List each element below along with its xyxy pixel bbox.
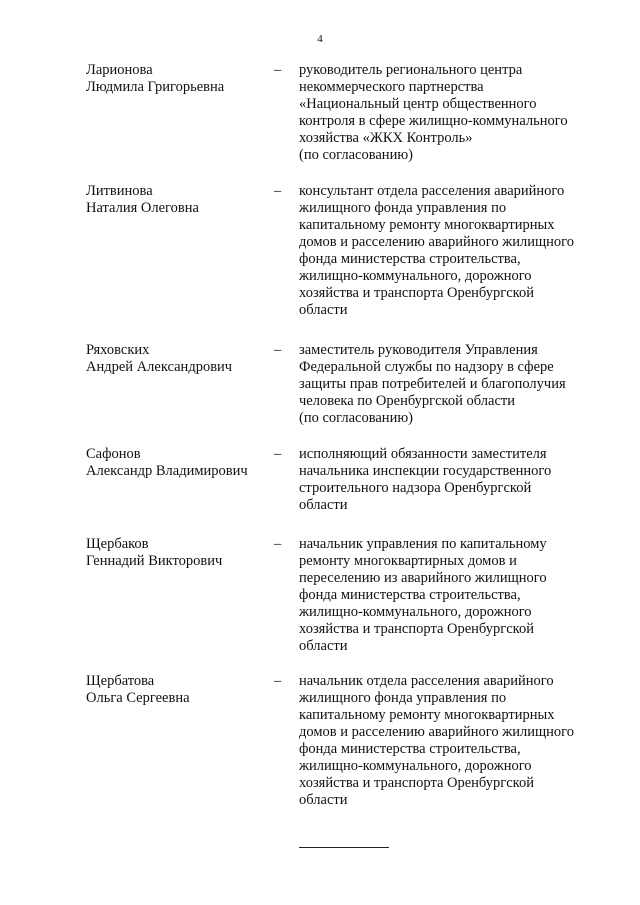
dash-separator: – <box>274 673 282 689</box>
position-line: жилищно-коммунального, дорожного <box>299 758 532 774</box>
position-line: хозяйства «ЖКХ Контроль» <box>299 130 473 146</box>
member-name <box>86 446 266 480</box>
position-line: жилищного фонда управления по <box>299 690 507 706</box>
member-surname: Щербатова <box>86 673 155 689</box>
member-position <box>299 536 599 655</box>
dash-separator: – <box>274 342 282 358</box>
position-line: начальника инспекции государственного <box>299 463 552 479</box>
member-surname: Сафонов <box>86 446 141 462</box>
dash-separator: – <box>274 183 282 199</box>
member-given-names: Александр Владимирович <box>86 463 248 479</box>
position-line: области <box>299 302 348 318</box>
member-given-names: Людмила Григорьевна <box>86 79 225 95</box>
position-line: жилищно-коммунального, дорожного <box>299 604 532 620</box>
position-line: капитальному ремонту многоквартирных <box>299 217 555 233</box>
position-line: консультант отдела расселения аварийного <box>299 183 565 199</box>
position-line: области <box>299 497 348 513</box>
position-line: хозяйства и транспорта Оренбургской <box>299 621 534 637</box>
member-given-names: Андрей Александрович <box>86 359 233 375</box>
member-position <box>299 673 599 809</box>
position-line: исполняющий обязанности заместителя <box>299 446 547 462</box>
position-line: начальник отдела расселения аварийного <box>299 673 554 689</box>
member-position <box>299 62 599 164</box>
dash-separator: – <box>274 62 282 78</box>
position-line: Федеральной службы по надзору в сфере <box>299 359 554 375</box>
position-line: жилищно-коммунального, дорожного <box>299 268 532 284</box>
position-line: строительного надзора Оренбургской <box>299 480 532 496</box>
position-line: некоммерческого партнерства <box>299 79 484 95</box>
member-position <box>299 342 599 427</box>
position-line: области <box>299 638 348 654</box>
position-line: домов и расселению аварийного жилищного <box>299 234 575 250</box>
dash-separator: – <box>274 536 282 552</box>
position-line: фонда министерства строительства, <box>299 587 521 603</box>
position-line: ремонту многоквартирных домов и <box>299 553 517 569</box>
dash-separator: – <box>274 446 282 462</box>
position-line: человека по Оренбургской области <box>299 393 515 409</box>
position-line: области <box>299 792 348 808</box>
position-line: начальник управления по капитальному <box>299 536 547 552</box>
position-line: «Национальный центр общественного <box>299 96 537 112</box>
member-name <box>86 62 266 96</box>
member-position <box>299 446 599 514</box>
position-line: жилищного фонда управления по <box>299 200 507 216</box>
member-given-names: Наталия Олеговна <box>86 200 199 216</box>
page-number: 4 <box>317 33 323 45</box>
member-given-names: Ольга Сергеевна <box>86 690 190 706</box>
member-surname: Ларионова <box>86 62 153 78</box>
position-line: контроля в сфере жилищно-коммунального <box>299 113 568 129</box>
position-line: (по согласованию) <box>299 147 413 163</box>
position-line: фонда министерства строительства, <box>299 741 521 757</box>
member-name <box>86 536 266 570</box>
member-name <box>86 673 266 707</box>
position-line: защиты прав потребителей и благополучия <box>299 376 566 392</box>
member-name <box>86 342 266 376</box>
member-name <box>86 183 266 217</box>
member-position <box>299 183 599 319</box>
position-line: переселению из аварийного жилищного <box>299 570 547 586</box>
position-line: заместитель руководителя Управления <box>299 342 538 358</box>
member-surname: Литвинова <box>86 183 153 199</box>
position-line: капитальному ремонту многоквартирных <box>299 707 555 723</box>
member-given-names: Геннадий Викторович <box>86 553 223 569</box>
end-of-list-rule <box>299 847 389 848</box>
member-surname: Ряховских <box>86 342 150 358</box>
position-line: (по согласованию) <box>299 410 413 426</box>
position-line: руководитель регионального центра <box>299 62 523 78</box>
position-line: хозяйства и транспорта Оренбургской <box>299 775 534 791</box>
position-line: домов и расселению аварийного жилищного <box>299 724 575 740</box>
position-line: фонда министерства строительства, <box>299 251 521 267</box>
member-surname: Щербаков <box>86 536 149 552</box>
position-line: хозяйства и транспорта Оренбургской <box>299 285 534 301</box>
